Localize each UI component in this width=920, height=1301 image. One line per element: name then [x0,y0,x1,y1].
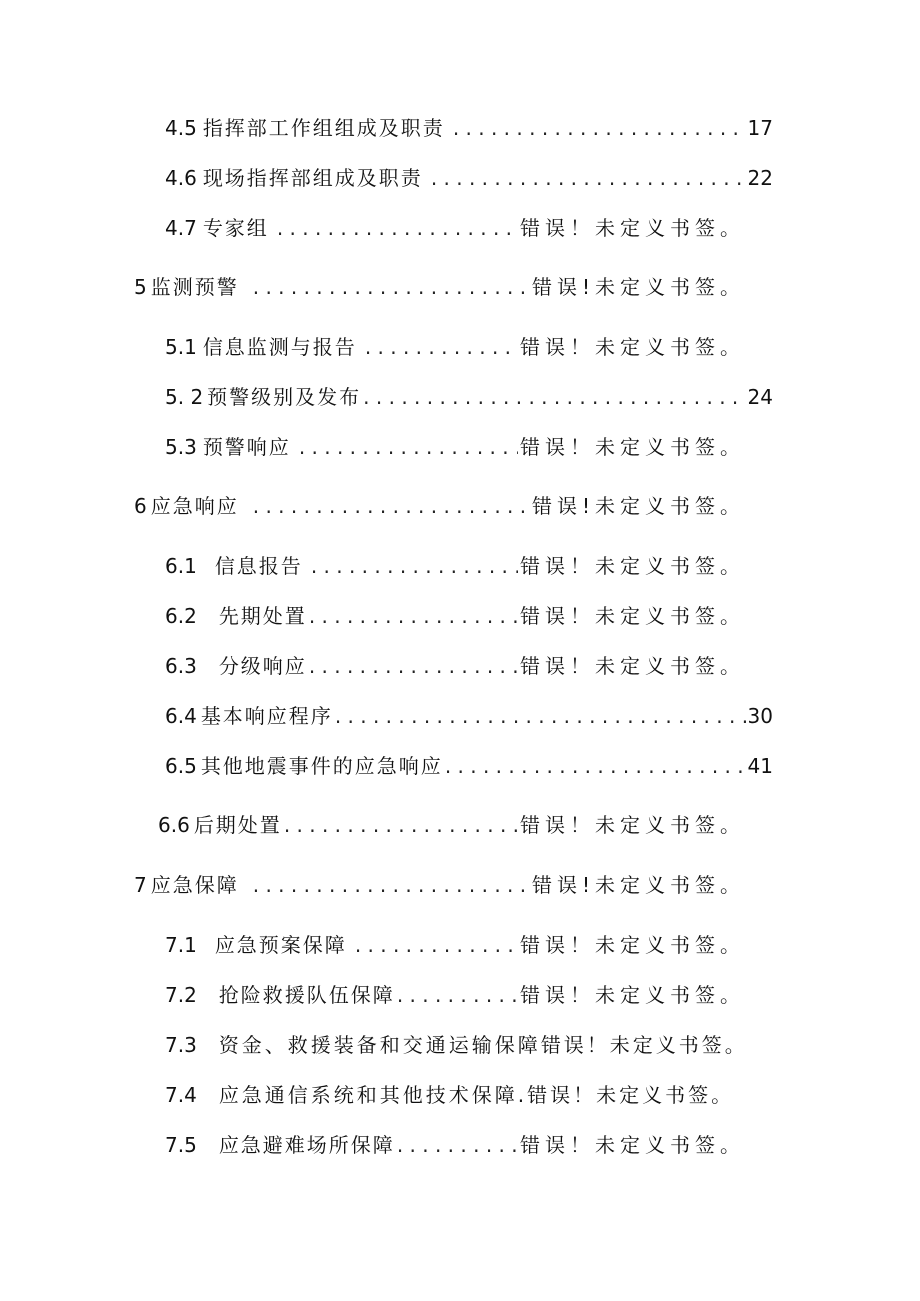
toc-entry-page: 错误!未定义书签。 [531,873,745,897]
toc-entry-7-3[interactable] [165,1029,748,1059]
dot-leader [309,654,518,678]
toc-entry-title: 应急通信系统和其他技术保障. [218,1083,528,1107]
toc-entry-title: 预警响应 [202,435,291,459]
dot-leader [431,166,746,190]
toc-entry-page: 错误！未定义书签。 [520,654,745,678]
toc-entry-4-7[interactable] [165,212,745,242]
dot-leader [365,335,518,359]
toc-entry-6-5[interactable] [165,750,773,780]
toc-entry-number: 6.2 [165,604,197,628]
toc-entry-page: 错误!未定义书签。 [531,494,745,518]
toc-entry-title: 基本响应程序 [200,704,333,728]
toc-entry-title: 应急响应 [150,494,239,518]
dot-leader [253,275,530,299]
toc-entry-number: 7.4 [165,1083,197,1107]
toc-entry-7-5[interactable] [165,1129,745,1159]
toc-entry-number: 6.4 [165,704,197,728]
toc-entry-number: 6.5 [165,754,197,778]
dot-leader [253,873,530,897]
toc-entry-page: 错误！未定义书签。 [520,983,745,1007]
toc-entry-5-3[interactable] [165,431,745,461]
toc-entry-number: 5 [134,275,147,299]
toc-entry-page: 41 [747,754,773,778]
toc-entry-number: 4.7 [165,216,197,240]
toc-entry-4-6[interactable] [165,162,773,192]
toc-entry-5-2[interactable] [165,381,773,411]
toc-entry-page: 24 [747,385,773,409]
toc-entry-number: 7 [134,873,147,897]
toc-entry-page: 30 [747,704,773,728]
toc-entry-title: 指挥部工作组组成及职责 [202,116,445,140]
toc-entry-number: 4.6 [165,166,197,190]
dot-leader [445,754,746,778]
toc-entry-page: 错误！未定义书签。 [520,604,745,628]
toc-entry-title: 应急预案保障 [214,933,347,957]
toc-entry-title: 信息报告 [214,554,303,578]
toc-entry-page: 错误！未定义书签。 [520,813,745,837]
toc-entry-page: 错误！未定义书签。 [520,554,745,578]
toc-entry-page: 错误！未定义书签。 [527,1083,735,1107]
toc-entry-title: 其他地震事件的应急响应 [200,754,443,778]
toc-entry-title: 分级响应 [218,654,307,678]
toc-entry-6-3[interactable] [165,650,745,680]
dot-leader [397,1133,518,1157]
toc-entry-page: 错误！未定义书签。 [520,216,745,240]
toc-entry-title: 应急避难场所保障 [218,1133,395,1157]
toc-entry-page: 17 [747,116,773,140]
toc-entry-title: 后期处置 [193,813,282,837]
toc-entry-title: 监测预警 [150,275,239,299]
toc-entry-5-1[interactable] [165,331,745,361]
dot-leader [453,116,746,140]
toc-entry-title: 现场指挥部组成及职责 [202,166,423,190]
dot-leader [363,385,745,409]
toc-entry-page: 错误！未定义书签。 [520,1133,745,1157]
toc-entry-page: 错误！未定义书签。 [520,933,745,957]
toc-entry-number: 6.1 [165,554,197,578]
toc-entry-number: 6.6 [158,813,190,837]
toc-entry-number: 5. 2 [165,385,204,409]
toc-entry-page: 错误！未定义书签。 [540,1033,748,1057]
toc-entry-page: 错误！未定义书签。 [520,435,745,459]
toc-entry-7-4[interactable] [165,1079,745,1109]
toc-entry-title: 应急保障 [150,873,239,897]
dot-leader [311,554,518,578]
toc-entry-5[interactable] [134,271,745,301]
dot-leader [309,604,518,628]
toc-entry-4-5[interactable] [165,112,773,142]
dot-leader [355,933,518,957]
toc-entry-page: 22 [747,166,773,190]
toc-entry-title: 预警级别及发布 [207,385,362,409]
toc-entry-number: 6 [134,494,147,518]
toc-entry-title: 专家组 [202,216,269,240]
toc-entry-6-6[interactable] [158,809,745,839]
toc-entry-title: 信息监测与报告 [202,335,357,359]
toc-entry-page: 错误!未定义书签。 [531,275,745,299]
toc-entry-number: 7.2 [165,983,197,1007]
toc-entry-page: 错误！未定义书签。 [520,335,745,359]
toc-entry-number: 5.3 [165,435,197,459]
toc-entry-number: 4.5 [165,116,197,140]
dot-leader [277,216,518,240]
toc-entry-number: 7.3 [165,1033,197,1057]
toc-entry-title: 资金、救援装备和交通运输保障 [218,1033,541,1057]
toc-entry-6-1[interactable] [165,550,745,580]
toc-entry-title: 先期处置 [218,604,307,628]
toc-entry-title: 抢险救援队伍保障 [218,983,395,1007]
toc-entry-6-4[interactable] [165,700,773,730]
dot-leader [397,983,518,1007]
toc-entry-number: 6.3 [165,654,197,678]
toc-entry-number: 5.1 [165,335,197,359]
toc-entry-7-2[interactable] [165,979,745,1009]
toc-entry-number: 7.5 [165,1133,197,1157]
dot-leader [335,704,746,728]
toc-entry-6[interactable] [134,490,745,520]
dot-leader [253,494,530,518]
toc-entry-6-2[interactable] [165,600,745,630]
dot-leader [284,813,518,837]
toc-entry-number: 7.1 [165,933,197,957]
toc-entry-7[interactable] [134,869,745,899]
toc-entry-7-1[interactable] [165,929,745,959]
dot-leader [299,435,518,459]
